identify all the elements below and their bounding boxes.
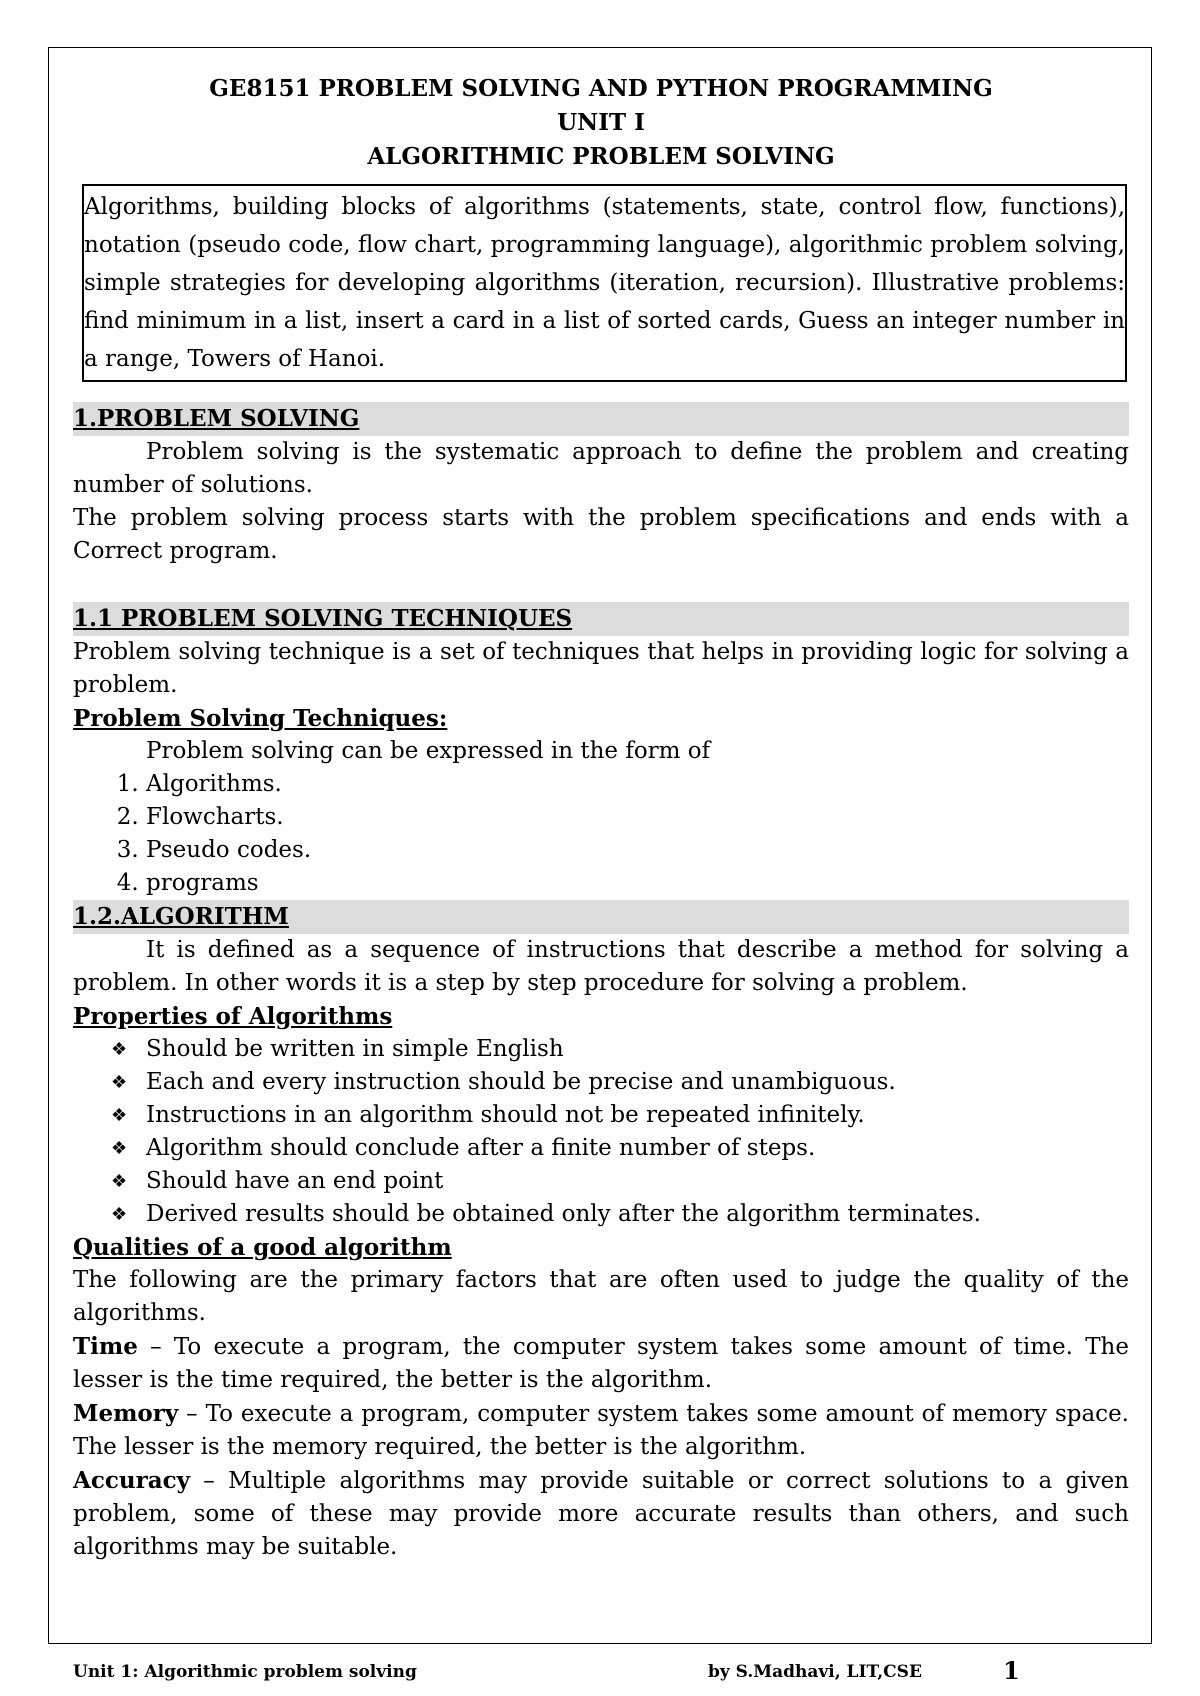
diamond-bullet-icon: ❖ xyxy=(111,1105,128,1126)
quality-time: Time – To execute a program, the computer system takes some amount of time. The lesser is the time required, the better is the algorithm. xyxy=(73,1333,1129,1393)
diamond-bullet-icon: ❖ xyxy=(111,1138,128,1159)
qualities-heading: Qualities of a good algorithm xyxy=(73,1234,452,1261)
qualities-intro: The following are the primary factors that are often used to judge the quality of the algorithms. xyxy=(73,1267,1129,1326)
list-item: 2. Flowcharts. xyxy=(146,801,1129,834)
problem-solving-process: The problem solving process starts with the problem specifications and ends with a Correct program. xyxy=(73,505,1129,564)
title-block xyxy=(73,72,1129,174)
unit-number: UNIT I xyxy=(557,109,645,136)
properties-heading: Properties of Algorithms xyxy=(73,1003,393,1030)
list-item: 4. programs xyxy=(146,867,1129,900)
page-footer xyxy=(73,1656,1129,1684)
list-item: ❖ Should be written in simple English xyxy=(111,1033,1129,1066)
list-item: ❖ Instructions in an algorithm should not be repeated infinitely. xyxy=(111,1099,1129,1132)
list-item: ❖ Each and every instruction should be precise and unambiguous. xyxy=(111,1066,1129,1099)
list-item: 3. Pseudo codes. xyxy=(146,834,1129,867)
footer-author: by S.Madhavi, LIT,CSE xyxy=(708,1662,922,1682)
diamond-bullet-icon: ❖ xyxy=(111,1171,128,1192)
list-item: 1. Algorithms. xyxy=(146,768,1129,801)
diamond-bullet-icon: ❖ xyxy=(111,1204,128,1225)
diamond-bullet-icon: ❖ xyxy=(111,1039,128,1060)
course-title: GE8151 PROBLEM SOLVING AND PYTHON PROGRAMMING xyxy=(209,75,993,102)
algorithm-definition: It is defined as a sequence of instructions that describe a method for solving a problem. In other words it is a step by step procedure for solving a problem. xyxy=(73,937,1129,996)
section-heading-techniques: 1.1 PROBLEM SOLVING TECHNIQUES xyxy=(73,602,1129,636)
quality-accuracy: Accuracy – Multiple algorithms may provide suitable or correct solutions to a given problem, some of these may provide more accurate results than others, and such algorithms may be suitable. xyxy=(73,1467,1129,1560)
section-heading-algorithm: 1.2.ALGORITHM xyxy=(73,900,1129,934)
quality-memory: Memory – To execute a program, computer system takes some amount of memory space. The lesser is the memory required, the better is the algorithm. xyxy=(73,1400,1129,1460)
problem-solving-definition: Problem solving is the systematic approach to define the problem and creating number of solutions. xyxy=(73,439,1129,498)
quality-term: Accuracy xyxy=(73,1467,190,1494)
list-item: ❖ Algorithm should conclude after a finite number of steps. xyxy=(111,1132,1129,1165)
page-number: 1 xyxy=(1003,1656,1020,1685)
properties-list xyxy=(73,1033,1129,1231)
list-item: ❖ Derived results should be obtained only after the algorithm terminates. xyxy=(111,1198,1129,1231)
unit-title: ALGORITHMIC PROBLEM SOLVING xyxy=(367,143,835,170)
techniques-intro: Problem solving can be expressed in the form of xyxy=(146,738,711,764)
section-heading-problem-solving: 1.PROBLEM SOLVING xyxy=(73,402,1129,436)
quality-term: Time xyxy=(73,1333,138,1360)
syllabus-box: Algorithms, building blocks of algorithms (statements, state, control flow, functions), notation (pseudo code, flow chart, programming language), algorithmic problem solving, simple strategies for developing algorithms (iteration, recursion). Illustrative problems: find minimum in a list, insert a card in a list of sorted cards, Guess an integer number in a range, Towers of Hanoi. xyxy=(82,184,1127,382)
diamond-bullet-icon: ❖ xyxy=(111,1072,128,1093)
quality-term: Memory xyxy=(73,1400,179,1427)
techniques-subheading: Problem Solving Techniques: xyxy=(73,705,448,732)
document-body xyxy=(73,72,1129,1564)
techniques-definition: Problem solving technique is a set of techniques that helps in providing logic for solving a problem. xyxy=(73,639,1129,698)
list-item: ❖ Should have an end point xyxy=(111,1165,1129,1198)
footer-unit: Unit 1: Algorithmic problem solving xyxy=(73,1662,417,1682)
techniques-list xyxy=(73,768,1129,900)
